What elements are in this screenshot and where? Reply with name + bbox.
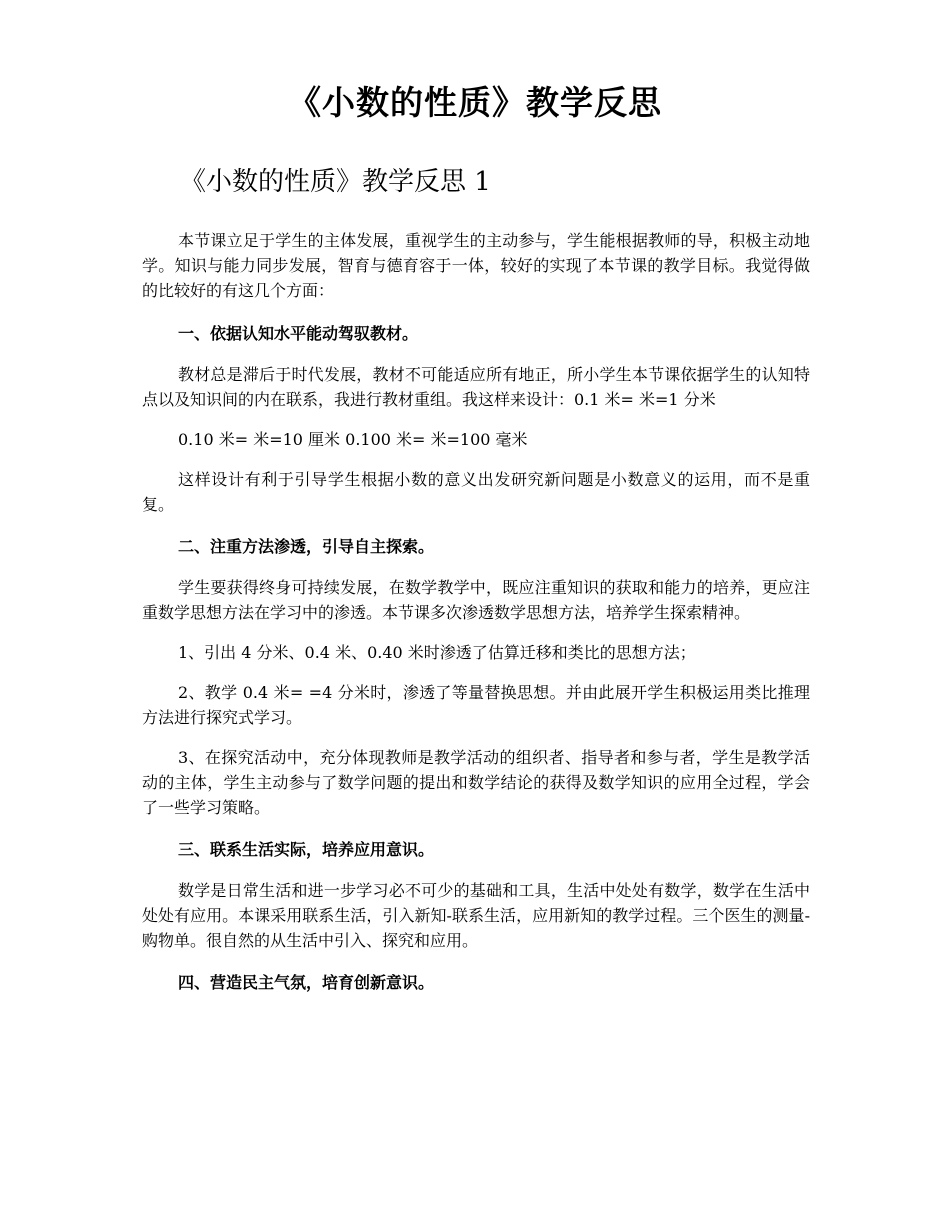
paragraph-point-1: 1、引出 4 分米、0.4 米、0.40 米时渗透了估算迁移和类比的思想方法； xyxy=(178,643,696,662)
paragraph-life: 数学是日常生活和进一步学习必不可少的基础和工具，生活中处处有数学，数学在生活中处处有应用。本课采用联系生活，引入新知-联系生活，应用新知的教学过程。三个医生的测量-购物单。很自然的从生活中引入、探究和应用。 xyxy=(142,881,810,950)
heading-two: 二、注重方法渗透，引导自主探索。 xyxy=(178,537,435,556)
paragraph-equation: 0.10 米= 米=10 厘米 0.100 米= 米=100 毫米 xyxy=(178,430,528,449)
document-title: 《小数的性质》教学反思 xyxy=(288,83,662,122)
heading-one: 一、依据认知水平能动驾驭教材。 xyxy=(178,324,419,343)
paragraph-point-2: 2、教学 0.4 米= =4 分米时，渗透了等量替换思想。并由此展开学生积极运用类比推理方法进行探究式学习。 xyxy=(142,683,810,727)
paragraph-intro: 本节课立足于学生的主体发展，重视学生的主动参与，学生能根据教师的导，积极主动地学。知识与能力同步发展，智育与德育容于一体，较好的实现了本节课的教学目标。我觉得做的比较好的有这几个方面： xyxy=(142,231,810,300)
heading-three: 三、联系生活实际，培养应用意识。 xyxy=(178,840,435,859)
paragraph-point-3: 3、在探究活动中，充分体现教师是教学活动的组织者、指导者和参与者，学生是教学活动的主体，学生主动参与了数学问题的提出和数学结论的获得及数学知识的应用全过程，学会了一些学习策略。 xyxy=(142,748,810,817)
document-body xyxy=(142,228,810,995)
section-title: 《小数的性质》教学反思 1 xyxy=(180,167,491,197)
paragraph-design: 这样设计有利于引导学生根据小数的意义出发研究新问题是小数意义的运用，而不是重复。 xyxy=(142,470,810,514)
paragraph-textbook: 教材总是滞后于时代发展，教材不可能适应所有地正，所小学生本节课依据学生的认知特点以及知识间的内在联系，我进行教材重组。我这样来设计：0.1 米= 米=1 分米 xyxy=(142,365,810,409)
paragraph-methods: 学生要获得终身可持续发展，在数学教学中，既应注重知识的获取和能力的培养，更应注重数学思想方法在学习中的渗透。本节课多次渗透数学思想方法，培养学生探索精神。 xyxy=(142,578,810,622)
heading-four: 四、营造民主气氛，培育创新意识。 xyxy=(178,973,435,992)
